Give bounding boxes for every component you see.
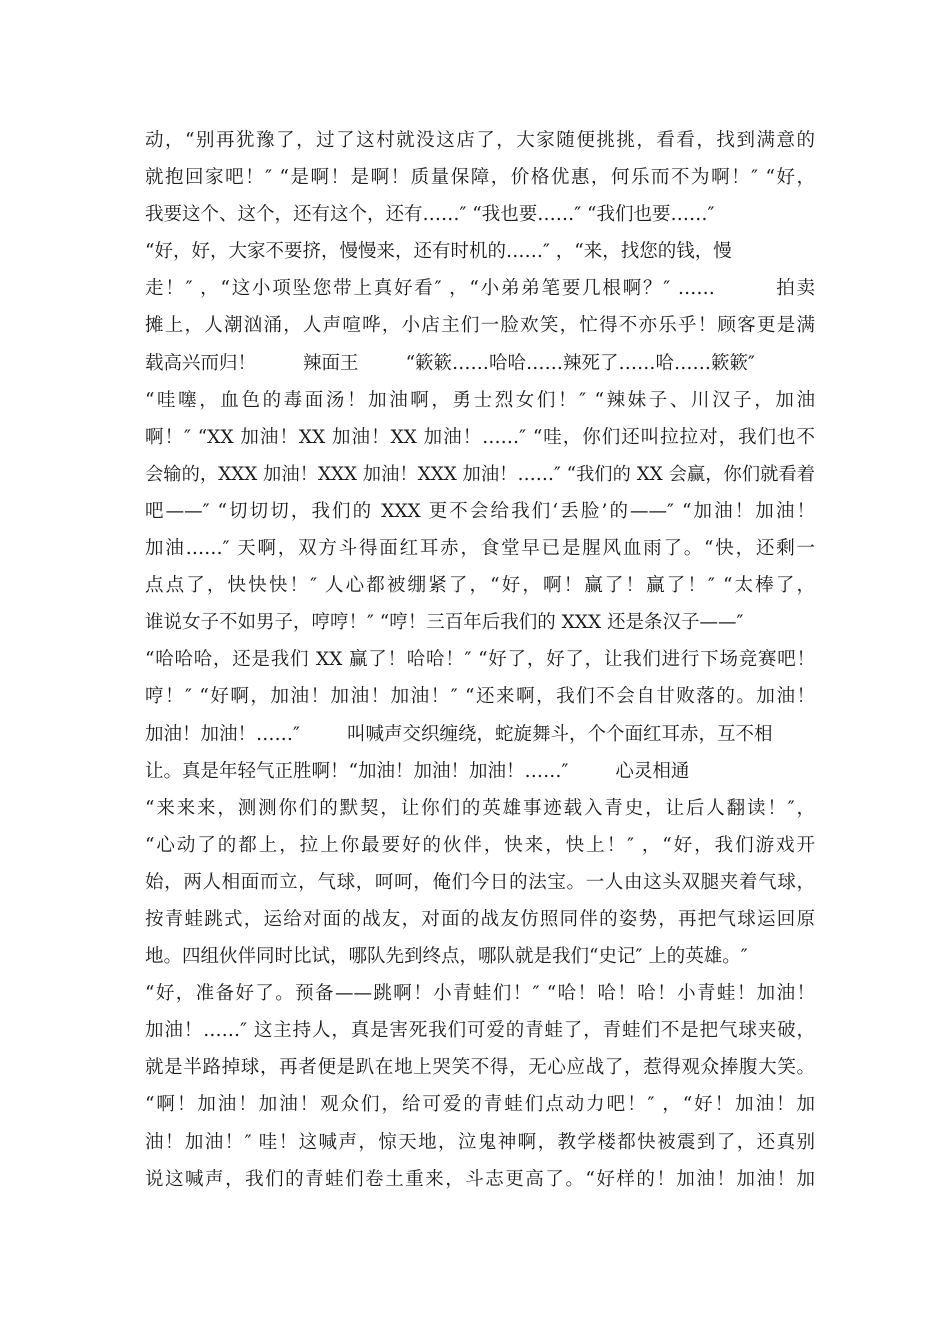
text-line: 说这喊声，我们的青蛙们卷土重来，斗志更高了。“好样的！加油！加油！加 [145, 1168, 815, 1190]
text-line: “好，准备好了。预备——跳啊！小青蛙们！″ “哈！哈！哈！小青蛙！加油！ [145, 983, 815, 1005]
text-line: 吧——″ “切切切，我们的 XXX 更不会给我们‘丢脸’的——″ “加油！加油！ [145, 500, 815, 522]
text-line: 啊！″ “XX 加油！XX 加油！XX 加油！……″ “哇，你们还叫拉拉对，我们也不 [145, 426, 815, 448]
text-line: 地。四组伙伴同时比试，哪队先到终点，哪队就是我们“史记″ 上的英雄。″ [145, 946, 748, 968]
document-body [145, 122, 815, 1198]
text-line: 加油！加油！……″ 叫喊声交织缠绕，蛇旋舞斗，个个面红耳赤，互不相 [145, 723, 773, 745]
text-line: “心动了的都上，拉上你最要好的伙伴，快来，快上！″ ，“好，我们游戏开 [145, 834, 815, 856]
text-line: “啊！加油！加油！观众们，给可爱的青蛙们点动力吧！″ ，“好！加油！加 [145, 1094, 815, 1116]
text-line: 会输的，XXX 加油！XXX 加油！XXX 加油！……″ “我们的 XX 会赢，你们就看着 [145, 463, 815, 485]
text-line: 就抱回家吧！″ “是啊！是啊！质量保障，价格优惠，何乐而不为啊！″ “好， [145, 167, 815, 189]
text-line: 加油！……″ 这主持人，真是害死我们可爱的青蛙了，青蛙们不是把气球夹破， [145, 1020, 815, 1042]
text-line: 按青蛙跳式，运给对面的战友，对面的战友仿照同伴的姿势，再把气球运回原 [145, 908, 815, 930]
text-line: 油！加油！″ 哇！这喊声，惊天地，泣鬼神啊，教学楼都快被震到了，还真别 [145, 1131, 815, 1153]
text-line: 谁说女子不如男子，哼哼！″ “哼！三百年后我们的 XXX 还是条汉子——″ [145, 612, 744, 634]
text-line: 动，“别再犹豫了，过了这村就没这店了，大家随便挑挑，看看，找到满意的 [145, 130, 815, 151]
text-line: 我要这个、这个，还有这个，还有……″ “我也要……″ “我们也要……″ [145, 204, 715, 226]
text-line: 始，两人相面而立，气球，呵呵，俺们今日的法宝。一人由这头双腿夹着气球， [145, 871, 815, 893]
text-line: “来来来，测测你们的默契，让你们的英雄事迹载入青史，让后人翻读！″， [145, 797, 815, 819]
text-line: 就是半路掉球，再者便是趴在地上哭笑不得，无心应战了，惹得观众捧腹大笑。 [145, 1057, 815, 1079]
text-line: “哈哈哈，还是我们 XX 赢了！哈哈！″ “好了，好了，让我们进行下场竞赛吧！ [145, 649, 815, 671]
text-line: 走！″ ，“这小项坠您带上真好看″ ，“小弟弟笔要几根啊？″ …… 拍卖 [145, 278, 815, 300]
text-line: 载高兴而归！ 辣面王 “簌簌……哈哈……辣死了……哈……簌簌″ [145, 352, 755, 374]
text-line: 点点了，快快快！″ 人心都被绷紧了，“好，啊！赢了！赢了！″ “太棒了， [145, 575, 815, 597]
text-line: 让。真是年轻气正胜啊！“加油！加油！加油！……″ 心灵相通 [145, 760, 690, 782]
text-line: 哼！″ “好啊，加油！加油！加油！″ “还来啊，我们不会自甘败落的。加油！ [145, 686, 815, 708]
text-line: 加油……″ 天啊，双方斗得面红耳赤，食堂早已是腥风血雨了。“快，还剩一 [145, 538, 815, 560]
text-line: “哇噻，血色的毒面汤！加油啊，勇士烈女们！″ “辣妹子、川汉子，加油 [145, 389, 815, 411]
text-line: “好，好，大家不要挤，慢慢来，还有时机的……″ ，“来，找您的钱，慢 [145, 241, 732, 263]
text-line: 摊上，人潮汹涌，人声喧哗，小店主们一脸欢笑，忙得不亦乐乎！顾客更是满 [145, 315, 815, 337]
